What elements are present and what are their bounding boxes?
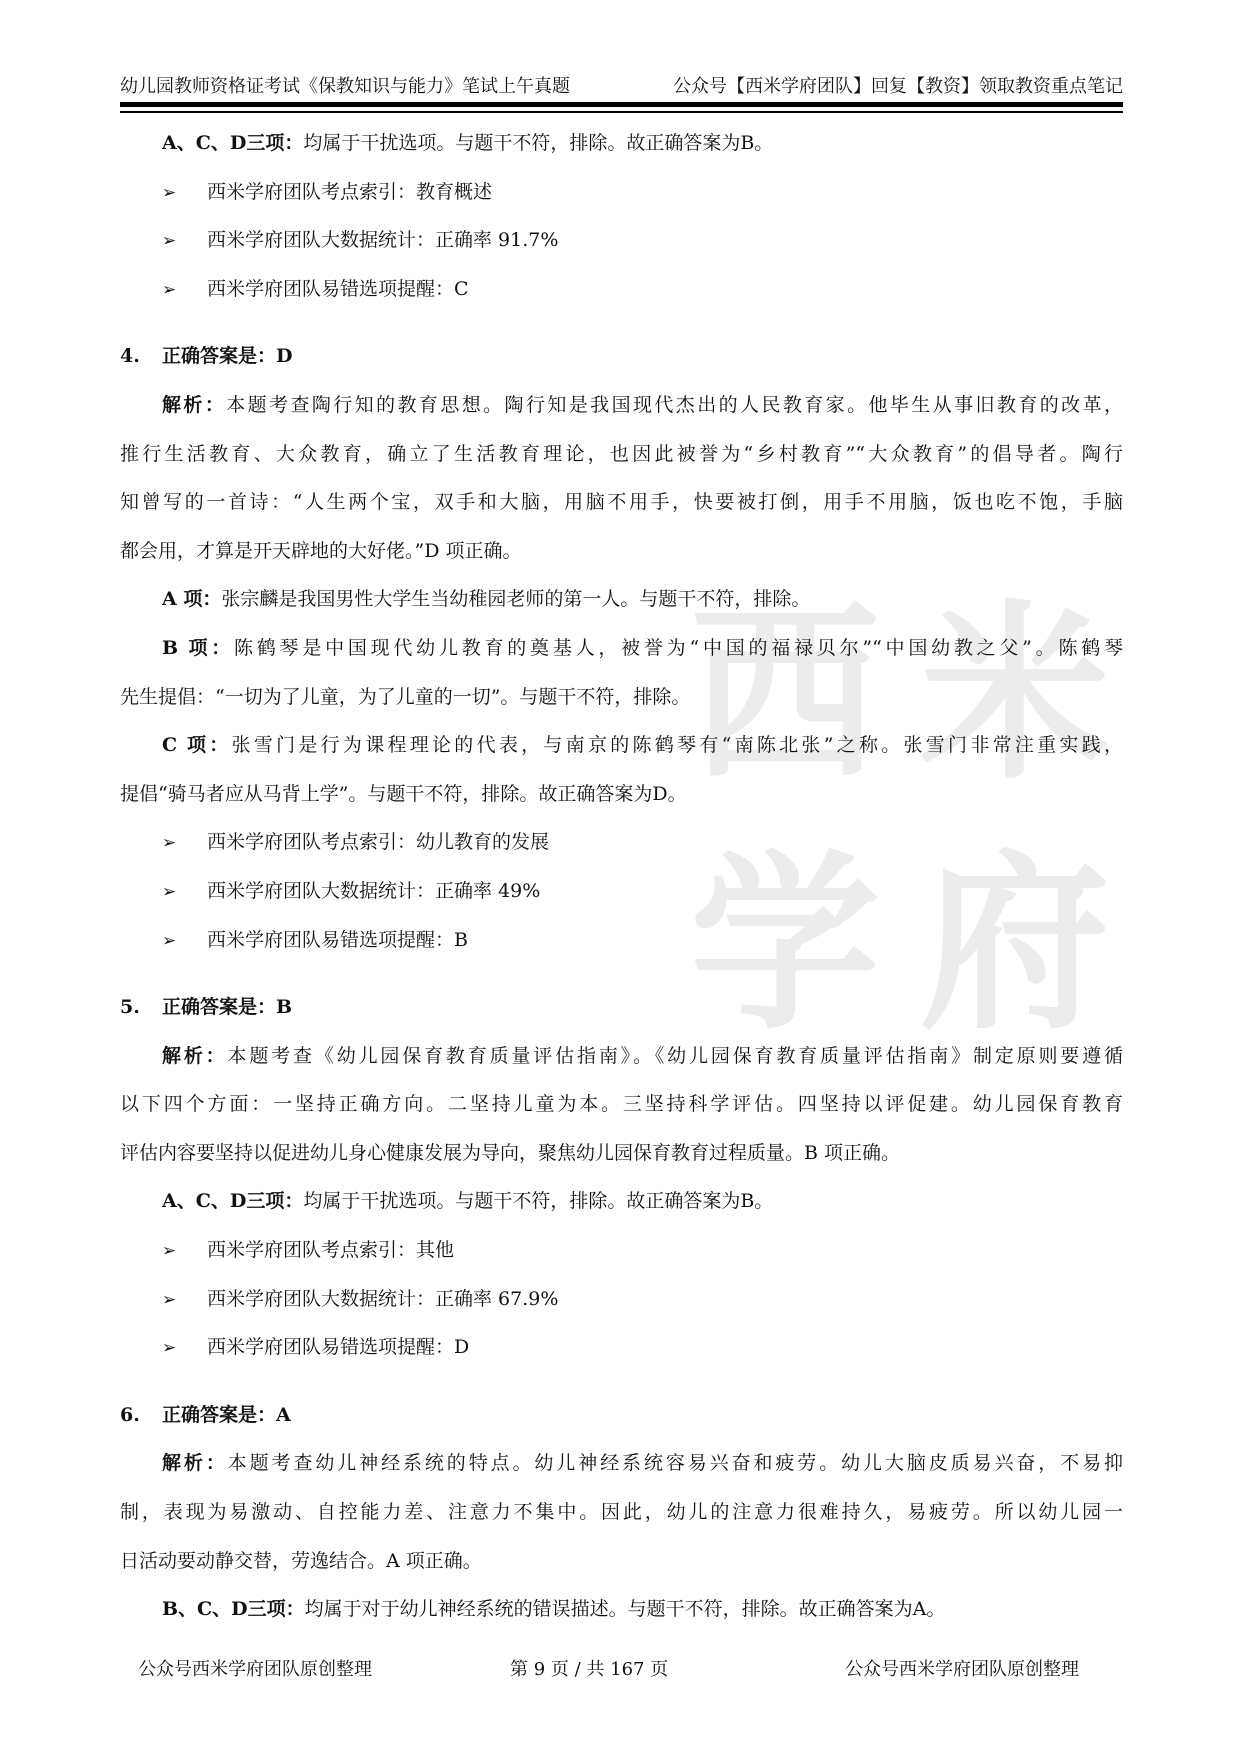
paragraph-label: A、C、D三项： — [162, 132, 304, 154]
paragraph-line — [120, 1177, 1123, 1226]
paragraph-label: 解析： — [162, 1452, 228, 1475]
list-item — [120, 1226, 1123, 1275]
question-answer-heading — [120, 1391, 1123, 1440]
paragraph-label: 解析： — [162, 1044, 228, 1067]
arrowhead-icon: ➢ — [162, 279, 177, 300]
paragraph-text: 知曾写的一首诗：“人生两个宝，双手和大脑，用脑不用手，快要被打倒，用手不用脑，饭也吃不饱，手脑 — [120, 491, 1123, 514]
question-number: 6. — [120, 1403, 140, 1426]
paragraph-line — [120, 624, 1123, 673]
arrowhead-icon: ➢ — [162, 1241, 177, 1262]
paragraph-label: A 项： — [162, 588, 222, 611]
list-item-text: 西米学府团队考点索引：幼儿教育的发展 — [207, 831, 550, 854]
paragraph-line — [120, 381, 1123, 430]
paragraph-line — [120, 1032, 1123, 1081]
paragraph-line — [120, 1080, 1123, 1129]
paragraph-label: B、C、D三项： — [162, 1598, 305, 1621]
paragraph-text: 张雪门是行为课程理论的代表，与南京的陈鹤琴有“南陈北张”之称。张雪门非常注重实践， — [231, 734, 1123, 757]
paragraph-line — [120, 1585, 1123, 1634]
paragraph-line — [120, 770, 1123, 819]
header-promo: 公众号【西米学府团队】回复【教资】领取教资重点笔记 — [673, 76, 1123, 97]
question-number: 5. — [120, 996, 140, 1019]
watermark-logo: 米 — [920, 584, 1111, 805]
paragraph-text: 张宗麟是我国男性大学生当幼稚园老师的第一人。与题干不符，排除。 — [221, 588, 811, 611]
answer-explanations — [120, 119, 1123, 1634]
paragraph-text: 制，表现为易激动、自控能力差、注意力不集中。因此，幼儿的注意力很难持久，易疲劳。所以幼儿园一 — [120, 1501, 1123, 1524]
arrowhead-icon: ➢ — [162, 182, 177, 203]
list-item — [120, 1275, 1123, 1324]
paragraph-text: 均属于干扰选项。与题干不符，排除。故正确答案为B。 — [303, 1190, 774, 1213]
header-title: 幼儿园教师资格证考试《保教知识与能力》笔试上午真题 — [120, 76, 570, 97]
paragraph-line — [120, 1129, 1123, 1178]
footer-left: 公众号西米学府团队原创整理 — [138, 1659, 372, 1680]
paragraph-text: 本题考查《幼儿园保育教育质量评估指南》。《幼儿园保育教育质量评估指南》制定原则要遵循 — [227, 1044, 1123, 1067]
paragraph-line — [120, 1439, 1123, 1488]
paragraph-line — [120, 430, 1123, 479]
answer-text: 正确答案是：B — [162, 996, 293, 1019]
paragraph-text: 均属于对于幼儿神经系统的错误描述。与题干不符，排除。故正确答案为A。 — [304, 1598, 946, 1621]
question-answer-heading — [120, 332, 1123, 381]
paragraph-line — [120, 575, 1123, 624]
paragraph-line — [120, 721, 1123, 770]
arrowhead-icon: ➢ — [162, 881, 177, 902]
page-number: 第 9 页 / 共 167 页 — [510, 1659, 669, 1680]
paragraph-text: 日活动要动静交替，劳逸结合。A 项正确。 — [120, 1549, 482, 1572]
paragraph-label: 解析： — [162, 393, 227, 416]
arrowhead-icon: ➢ — [162, 930, 177, 951]
question-answer-heading — [120, 983, 1123, 1032]
list-item-text: 西米学府团队大数据统计：正确率 67.9% — [207, 1287, 559, 1310]
list-item — [120, 216, 1123, 265]
paragraph-text: 推行生活教育、大众教育，确立了生活教育理论，也因此被誉为“乡村教育”“大众教育”的倡导者。陶行 — [120, 442, 1123, 465]
footer-right: 公众号西米学府团队原创整理 — [845, 1659, 1079, 1680]
paragraph-text: 评估内容要坚持以促进幼儿身心健康发展为导向，聚焦幼儿园保育教育过程质量。B 项正确。 — [120, 1141, 901, 1164]
list-item-text: 西米学府团队易错选项提醒：C — [207, 277, 469, 300]
list-item-text: 西米学府团队考点索引：其他 — [207, 1239, 455, 1262]
arrowhead-icon: ➢ — [162, 1289, 177, 1310]
list-item-text: 西米学府团队易错选项提醒：B — [207, 928, 468, 951]
list-item-text: 西米学府团队大数据统计：正确率 49% — [207, 879, 541, 902]
paragraph-line — [120, 1488, 1123, 1537]
paragraph-line — [120, 119, 1123, 168]
answer-text: 正确答案是：D — [162, 345, 293, 368]
answer-text: 正确答案是：A — [162, 1403, 291, 1426]
watermark-logo: 西 — [690, 584, 881, 805]
list-item-text: 西米学府团队易错选项提醒：D — [207, 1336, 470, 1359]
paragraph-text: 以下四个方面：一坚持正确方向。二坚持儿童为本。三坚持科学评估。四坚持以评促建。幼儿园保育教育 — [120, 1093, 1123, 1116]
paragraph-text: 均属于干扰选项。与题干不符，排除。故正确答案为B。 — [303, 132, 774, 154]
list-item-text: 西米学府团队大数据统计：正确率 91.7% — [207, 229, 559, 252]
paragraph-line — [120, 673, 1123, 722]
list-item — [120, 916, 1123, 965]
arrowhead-icon: ➢ — [162, 833, 177, 854]
paragraph-text: 陈鹤琴是中国现代幼儿教育的奠基人，被誉为“中国的福禄贝尔”“中国幼教之父”。陈鹤琴 — [234, 636, 1123, 659]
paragraph-text: 先生提倡：“一切为了儿童，为了儿童的一切”。与题干不符，排除。 — [120, 685, 691, 708]
question-number: 4. — [120, 345, 140, 368]
paragraph-line — [120, 1537, 1123, 1586]
list-item-text: 西米学府团队考点索引：教育概述 — [207, 180, 493, 203]
arrowhead-icon: ➢ — [162, 231, 177, 252]
paragraph-line — [120, 527, 1123, 576]
list-item — [120, 1323, 1123, 1372]
paragraph-label: A、C、D三项： — [162, 1190, 304, 1213]
paragraph-line — [120, 478, 1123, 527]
paragraph-text: 提倡“骑马者应从马背上学”。与题干不符，排除。故正确答案为D。 — [120, 782, 687, 805]
paragraph-text: 本题考查幼儿神经系统的特点。幼儿神经系统容易兴奋和疲劳。幼儿大脑皮质易兴奋，不易抑 — [227, 1452, 1123, 1475]
list-item — [120, 867, 1123, 916]
paragraph-text: 都会用，才算是开天辟地的大好佬。”D 项正确。 — [120, 539, 522, 562]
header-rule-thin — [120, 111, 1123, 113]
watermark-logo: 学 — [690, 834, 881, 1055]
list-item — [120, 818, 1123, 867]
list-item — [120, 265, 1123, 314]
list-item — [120, 168, 1123, 217]
paragraph-label: C 项： — [162, 734, 232, 757]
header-rule-thick — [120, 102, 1123, 107]
arrowhead-icon: ➢ — [162, 1338, 177, 1359]
paragraph-text: 本题考查陶行知的教育思想。陶行知是我国现代杰出的人民教育家。他毕生从事旧教育的改革， — [226, 393, 1123, 416]
paragraph-label: B 项： — [162, 636, 234, 659]
watermark-logo: 府 — [920, 834, 1111, 1055]
